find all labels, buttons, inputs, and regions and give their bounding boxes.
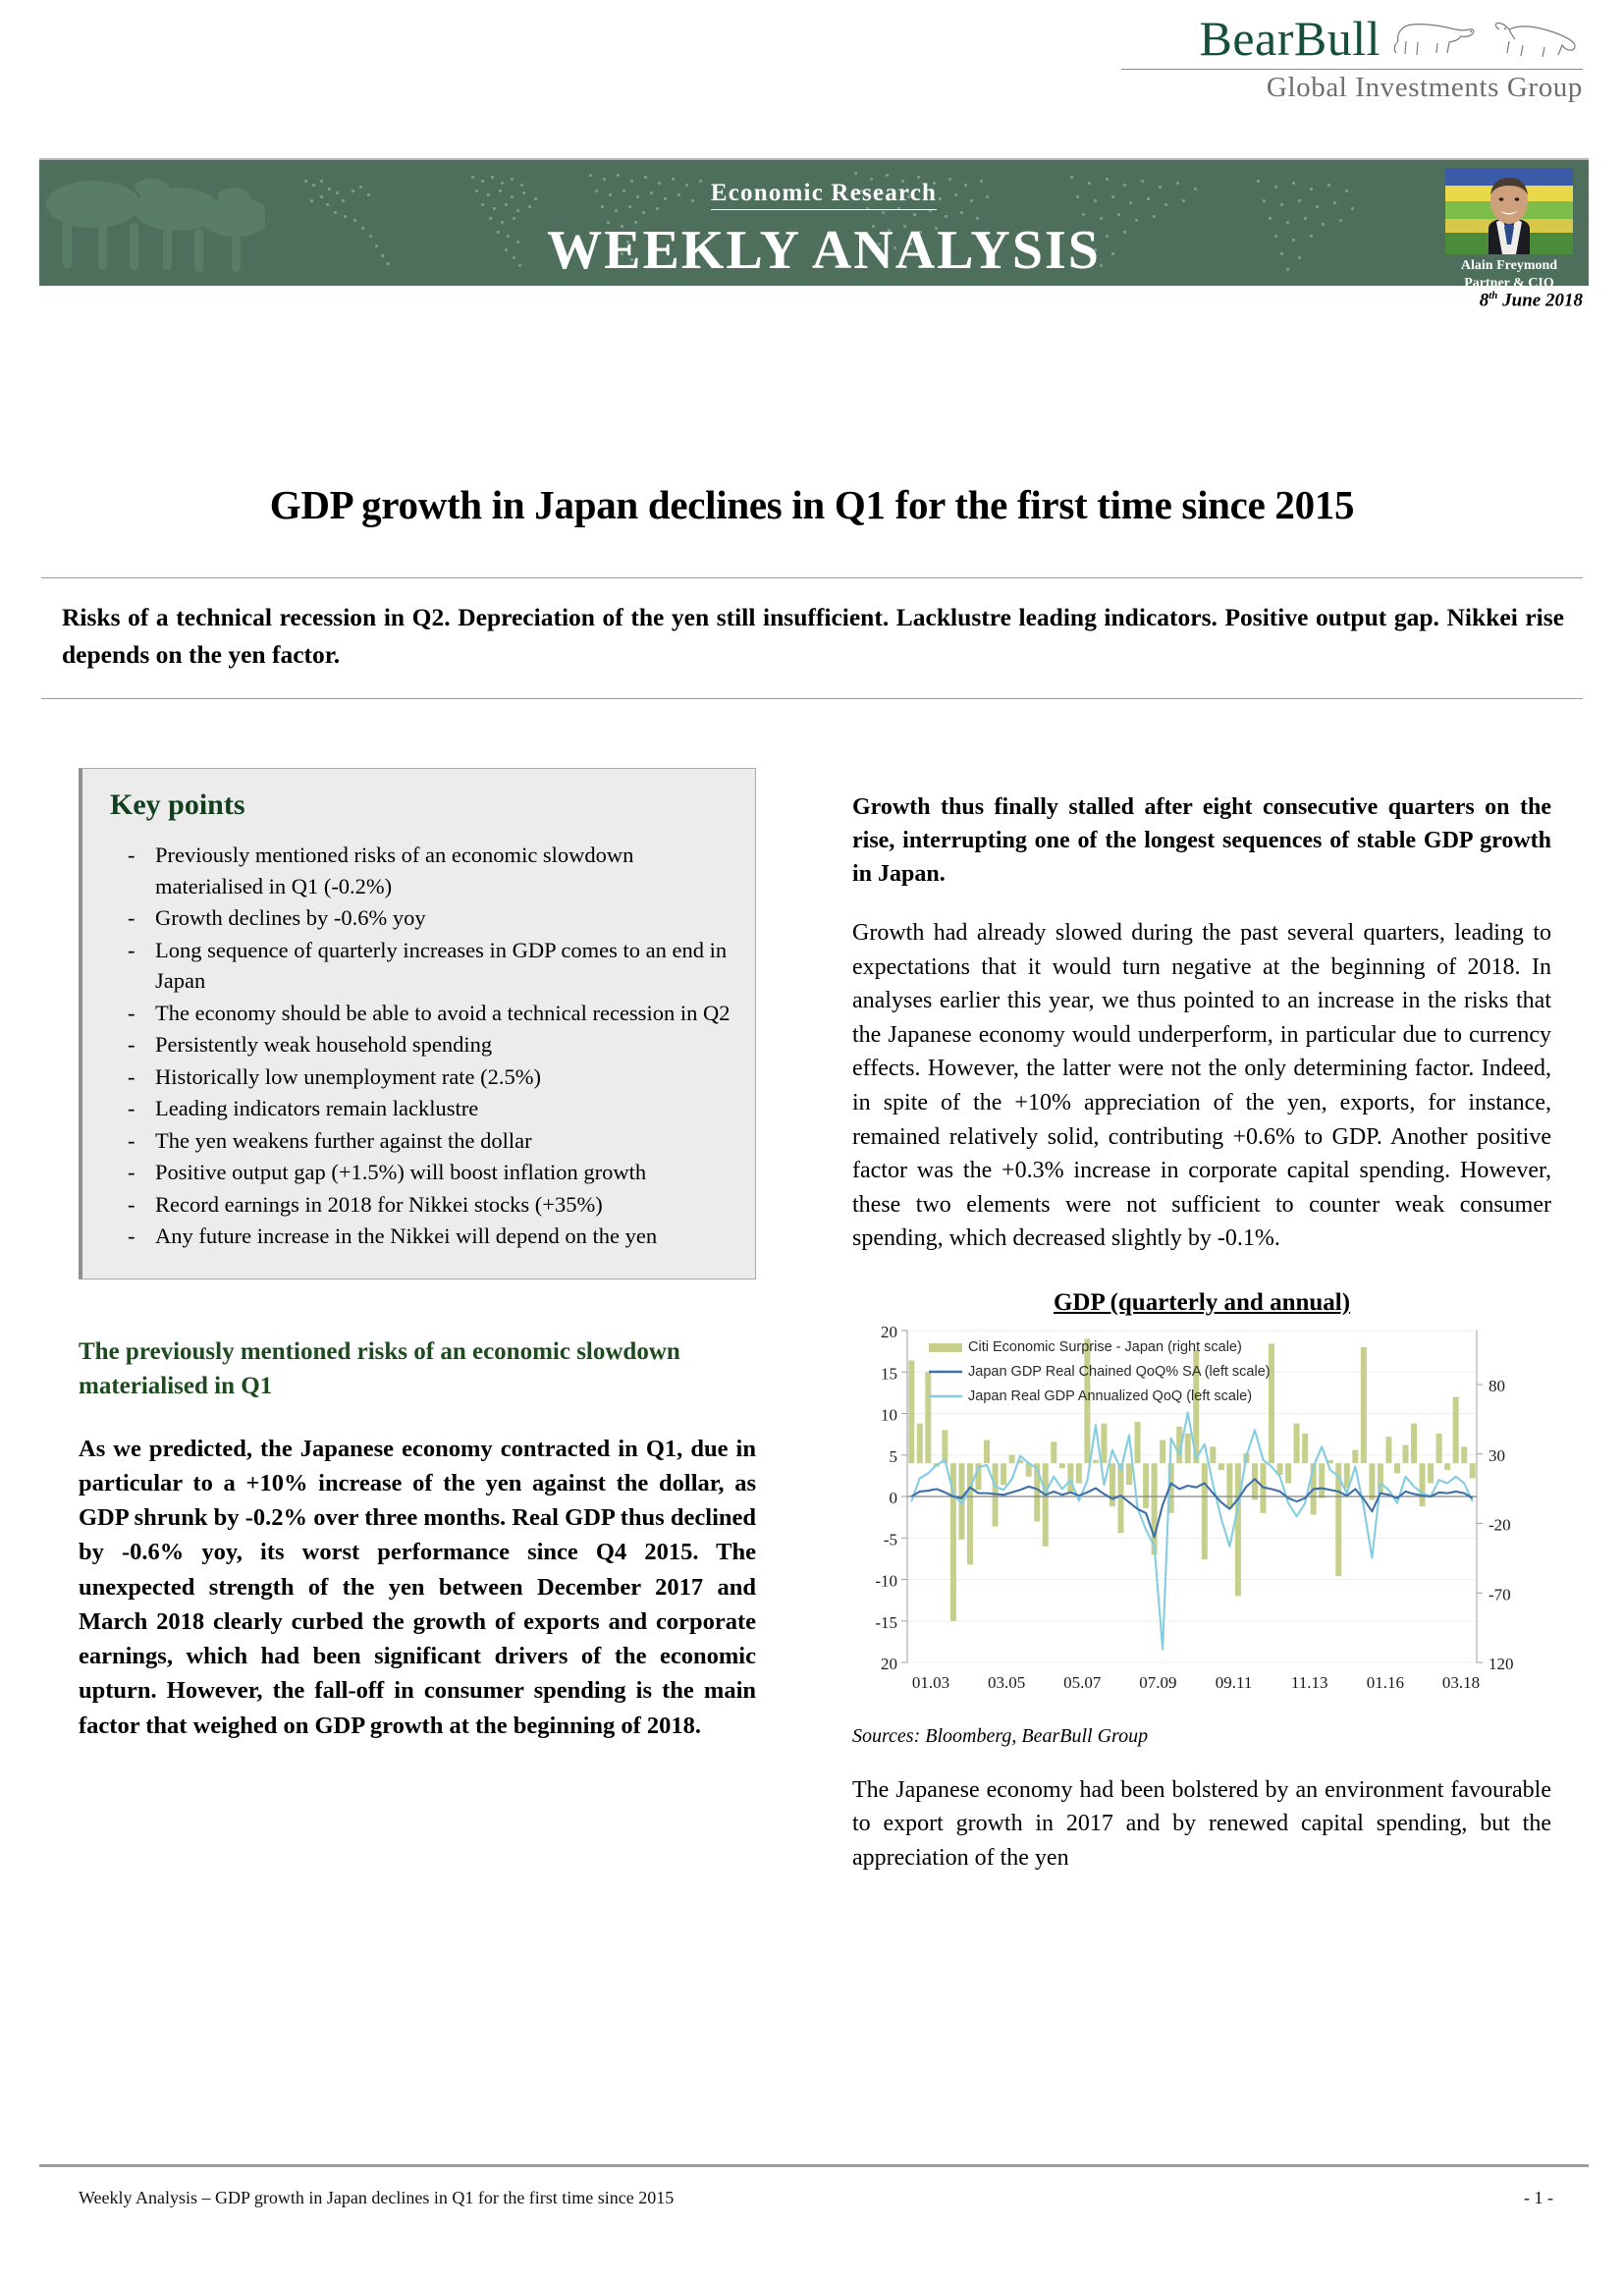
logo-divider <box>1121 69 1583 70</box>
svg-text:20: 20 <box>881 1654 897 1673</box>
gdp-chart <box>852 1289 1551 1748</box>
svg-text:80: 80 <box>1489 1376 1505 1395</box>
svg-text:01.16: 01.16 <box>1366 1672 1404 1692</box>
svg-text:03.18: 03.18 <box>1441 1672 1481 1692</box>
svg-text:09.11: 09.11 <box>1215 1672 1253 1692</box>
author-block <box>1445 168 1573 286</box>
date-day: 8 <box>1479 290 1489 311</box>
banner-eyebrow: Economic Research <box>711 180 937 210</box>
svg-text:30: 30 <box>1489 1445 1505 1465</box>
page-number: - 1 - <box>1524 2188 1553 2207</box>
list-item: - Growth declines by -0.6% yoy <box>110 902 731 934</box>
date-month-year: June 2018 <box>1497 290 1583 311</box>
svg-text:-15: -15 <box>875 1612 897 1632</box>
svg-text:Japan Real GDP Annualized QoQ: Japan Real GDP Annualized QoQ (left scale) <box>968 1387 1253 1404</box>
bull-icon <box>1489 16 1583 59</box>
section-heading: The previously mentioned risks of an economic slowdown materialised in Q1 <box>79 1337 680 1399</box>
svg-text:120: 120 <box>1489 1654 1514 1673</box>
key-points-box <box>79 768 756 1279</box>
svg-text:-20: -20 <box>1489 1515 1511 1535</box>
svg-text:Japan GDP Real Chained QoQ% SA: Japan GDP Real Chained QoQ% SA (left scale) <box>968 1363 1271 1380</box>
avatar <box>1445 168 1573 254</box>
svg-text:0: 0 <box>889 1488 897 1507</box>
company-logo <box>1121 11 1583 103</box>
brand-name: BearBull <box>1199 11 1380 66</box>
list-item: - The economy should be able to avoid a technical recession in Q2 <box>110 998 731 1029</box>
list-item: - Record earnings in 2018 for Nikkei stocks (+35%) <box>110 1189 731 1221</box>
left-body-paragraph: As we predicted, the Japanese economy contracted in Q1, due in particular to a +10% increase of the yen against the dollar, as GDP shrunk by -0.2% over three months. Real GDP thus declined by -0.6% yoy, its worst performance since Q4 2015. The unexpected strength of the yen between December 2017 and March 2018 clearly curbed the growth of exports and corporate earnings, which had been significant drivers of the economic upturn. However, the fall-off in consumer spending is the main factor that weighed on GDP growth at the beginning of 2018. <box>79 1435 756 1739</box>
svg-text:11.13: 11.13 <box>1290 1672 1328 1692</box>
headline-divider <box>41 577 1583 578</box>
date-ordinal-suffix: th <box>1489 290 1498 301</box>
key-points-list <box>110 840 731 1252</box>
list-item: - Persistently weak household spending <box>110 1029 731 1061</box>
list-item: - Previously mentioned risks of an economic slowdown materialised in Q1 (-0.2%) <box>110 840 731 901</box>
footer-caption: Weekly Analysis – GDP growth in Japan declines in Q1 for the first time since 2015 <box>79 2188 675 2207</box>
svg-text:-5: -5 <box>883 1529 897 1549</box>
footer-divider <box>39 2164 1589 2167</box>
author-name <box>1445 257 1573 286</box>
left-column <box>79 768 756 1743</box>
list-item: - Positive output gap (+1.5%) will boost inflation growth <box>110 1157 731 1188</box>
svg-text:03.05: 03.05 <box>988 1672 1026 1692</box>
page-subtitle: Risks of a technical recession in Q2. Depreciation of the yen still insufficient. Lacklustre leading indicators. Positive output gap. Nikkei rise depends on the yen factor. <box>62 603 1564 669</box>
svg-text:5: 5 <box>889 1446 897 1466</box>
chart-source: Sources: Bloomberg, BearBull Group <box>852 1724 1149 1747</box>
list-item: - Long sequence of quarterly increases in GDP comes to an end in Japan <box>110 935 731 997</box>
banner-title: WEEKLY ANALYSIS <box>547 220 1101 281</box>
brand-tagline: Global Investments Group <box>1266 72 1583 103</box>
subtitle-divider <box>41 698 1583 699</box>
right-lead-paragraph: Growth thus finally stalled after eight consecutive quarters on the rise, interrupting one of the longest sequences of stable GDP growth in Japan. <box>852 794 1551 888</box>
svg-text:07.09: 07.09 <box>1139 1672 1177 1692</box>
chart-title: GDP (quarterly and annual) <box>1053 1288 1351 1316</box>
svg-text:05.07: 05.07 <box>1063 1672 1102 1692</box>
page-title: GDP growth in Japan declines in Q1 for the first time since 2015 <box>269 482 1355 527</box>
svg-text:15: 15 <box>881 1363 897 1383</box>
right-body-paragraph-2: The Japanese economy had been bolstered by an environment favourable to export growth in 2017 and by renewed capital spending, but the appreciation of the yen <box>852 1776 1551 1871</box>
svg-text:-70: -70 <box>1489 1584 1511 1604</box>
svg-text:10: 10 <box>881 1405 897 1425</box>
chart-canvas <box>852 1321 1551 1714</box>
author-role-text: Partner & CIO <box>1464 275 1554 286</box>
header-banner <box>39 158 1589 286</box>
list-item: - Leading indicators remain lacklustre <box>110 1093 731 1124</box>
list-item: - The yen weakens further against the dollar <box>110 1125 731 1157</box>
svg-text:20: 20 <box>881 1322 897 1341</box>
logo-animals <box>1390 16 1583 63</box>
author-portrait <box>1445 168 1573 254</box>
list-item: - Historically low unemployment rate (2.5%) <box>110 1061 731 1093</box>
publication-date <box>1480 290 1583 311</box>
key-points-title: Key points <box>110 789 245 821</box>
bear-icon <box>1390 16 1484 59</box>
svg-text:01.03: 01.03 <box>911 1672 950 1692</box>
author-name-text: Alain Freymond <box>1460 258 1558 273</box>
svg-text:Citi Economic Surprise - Japan: Citi Economic Surprise - Japan (right scale) <box>968 1338 1242 1355</box>
svg-text:-10: -10 <box>875 1571 897 1591</box>
list-item: - Any future increase in the Nikkei will depend on the yen <box>110 1221 731 1252</box>
right-column <box>852 790 1551 1875</box>
right-body-paragraph-1: Growth had already slowed during the past several quarters, leading to expectations that it would turn negative at the beginning of 2018. In analyses earlier this year, we thus pointed to an increase in the risks that the Japanese economy would underperform, in particular due to currency effects. However, the latter were not the only determining factor. Indeed, in spite of the +10% appreciation of the yen, exports, for instance, remained relatively solid, contributing +0.6% to GDP. Another positive factor was the +0.3% increase in corporate capital spending. However, these two elements were not sufficient to counter weak consumer spending, which decreased slightly by -0.1%. <box>852 920 1551 1252</box>
